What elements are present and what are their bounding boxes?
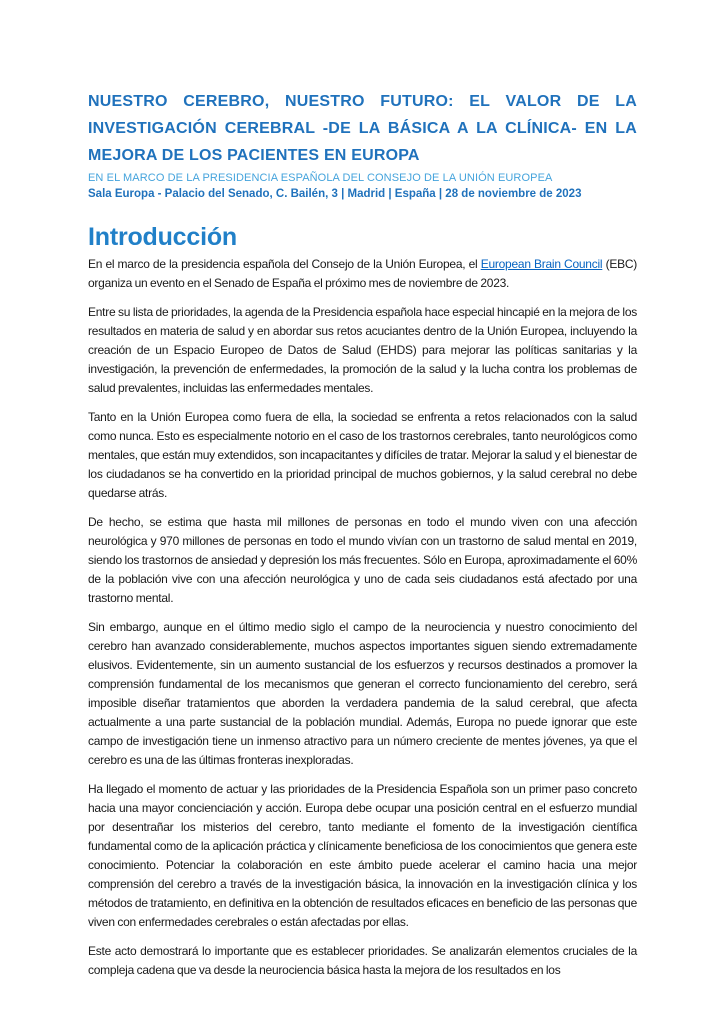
document-subtitle: EN EL MARCO DE LA PRESIDENCIA ESPAÑOLA DEL CONSEJO DE LA UNIÓN EUROPEA bbox=[88, 172, 553, 184]
intro-paragraph-3: Tanto en la Unión Europea como fuera de ella, la sociedad se enfrenta a retos relacionados con la salud como nunca. Esto es especialmente notorio en el caso de los trastornos cerebrales, tanto neurológicos como mentales, que están muy extendidos, son incapacitantes y difíciles de tratar. Mejorar la salud y el bienestar de los ciudadanos se ha convertido en la prioridad principal de muchos gobiernos, y la salud cerebral no debe quedarse atrás. bbox=[88, 410, 637, 500]
document-title-line-2: INVESTIGACIÓN CEREBRAL -DE LA BÁSICA A LA CLÍNICA- EN LA bbox=[88, 120, 637, 137]
european-brain-council-link[interactable]: European Brain Council bbox=[480, 257, 603, 271]
event-location-date: Sala Europa - Palacio del Senado, C. Bailén, 3 | Madrid | España | 28 de noviembre de 2023 bbox=[88, 188, 582, 200]
intro-paragraph-4: De hecho, se estima que hasta mil millones de personas en todo el mundo viven con una afección neurológica y 970 millones de personas en todo el mundo vivían con un trastorno de salud mental en 2019, siendo los trastornos de ansiedad y depresión los más frecuentes. Sólo en Europa, aproximadamente el 60% de la población vive con una afección neurológica y uno de cada seis ciudadanos está afectado por una trastorno mental. bbox=[88, 515, 637, 605]
intro-paragraph-7: Este acto demostrará lo importante que es establecer prioridades. Se analizarán elementos cruciales de la compleja cadena que va desde la neurociencia básica hasta la mejora de los resultados en los bbox=[88, 944, 637, 977]
document-title-line-1: NUESTRO CEREBRO, NUESTRO FUTURO: EL VALOR DE LA bbox=[88, 93, 637, 110]
intro-paragraph-2: Entre su lista de prioridades, la agenda de la Presidencia española hace especial hincapié en la mejora de los resultados en materia de salud y en abordar sus retos acuciantes dentro de la Unión Europea, incluyendo la creación de un Espacio Europeo de Datos de Salud (EHDS) para mejorar las políticas sanitarias y la investigación, la prevención de enfermedades, la promoción de la salud y la lucha contra los problemas de salud prevalentes, incluidas las enfermedades mentales. bbox=[88, 305, 637, 395]
document-title bbox=[88, 88, 637, 169]
intro-paragraph-6: Ha llegado el momento de actuar y las prioridades de la Presidencia Española son un primer paso concreto hacia una mayor concienciación y acción. Europa debe ocupar una posición central en el esfuerzo mundial por desentrañar los misterios del cerebro, tanto mediante el fomento de la investigación científica fundamental como de la aplicación práctica y clínicamente beneficiosa de los conocimientos que genera este conocimiento. Potenciar la colaboración en este ámbito puede acelerar el camino hacia una mejor comprensión del cerebro a través de la investigación básica, la innovación en la investigación clínica y los métodos de tratamiento, en definitiva en la obtención de resultados eficaces en beneficio de las personas que viven con enfermedades cerebrales o están afectadas por ellas. bbox=[88, 782, 637, 929]
paragraph-text: (EBC) organiza un evento en el Senado de España el próximo mes de noviembre de 2023. bbox=[88, 257, 637, 290]
paragraph-text: En el marco de la presidencia española del Consejo de la Unión Europea, el bbox=[88, 257, 481, 271]
intro-paragraph-5: Sin embargo, aunque en el último medio siglo el campo de la neurociencia y nuestro conocimiento del cerebro han avanzado considerablemente, muchos aspectos importantes siguen siendo extremadamente elusivos. Evidentemente, sin un aumento sustancial de los esfuerzos y recursos destinados a promover la comprensión fundamental de los mecanismos que generan el correcto funcionamiento del cerebro, será imposible diseñar tratamientos que aborden la verdadera pandemia de la salud cerebral, que afecta actualmente a una parte sustancial de la población mundial. Además, Europa no puede ignorar que este campo de investigación tiene un inmenso atractivo para un número creciente de mentes jóvenes, ya que el cerebro es una de las últimas fronteras inexploradas. bbox=[88, 620, 637, 767]
section-heading-introduccion: Introducción bbox=[88, 223, 237, 251]
document-title-line-3: MEJORA DE LOS PACIENTES EN EUROPA bbox=[88, 147, 420, 164]
intro-paragraph-1 bbox=[88, 255, 637, 293]
page-content bbox=[88, 88, 637, 990]
